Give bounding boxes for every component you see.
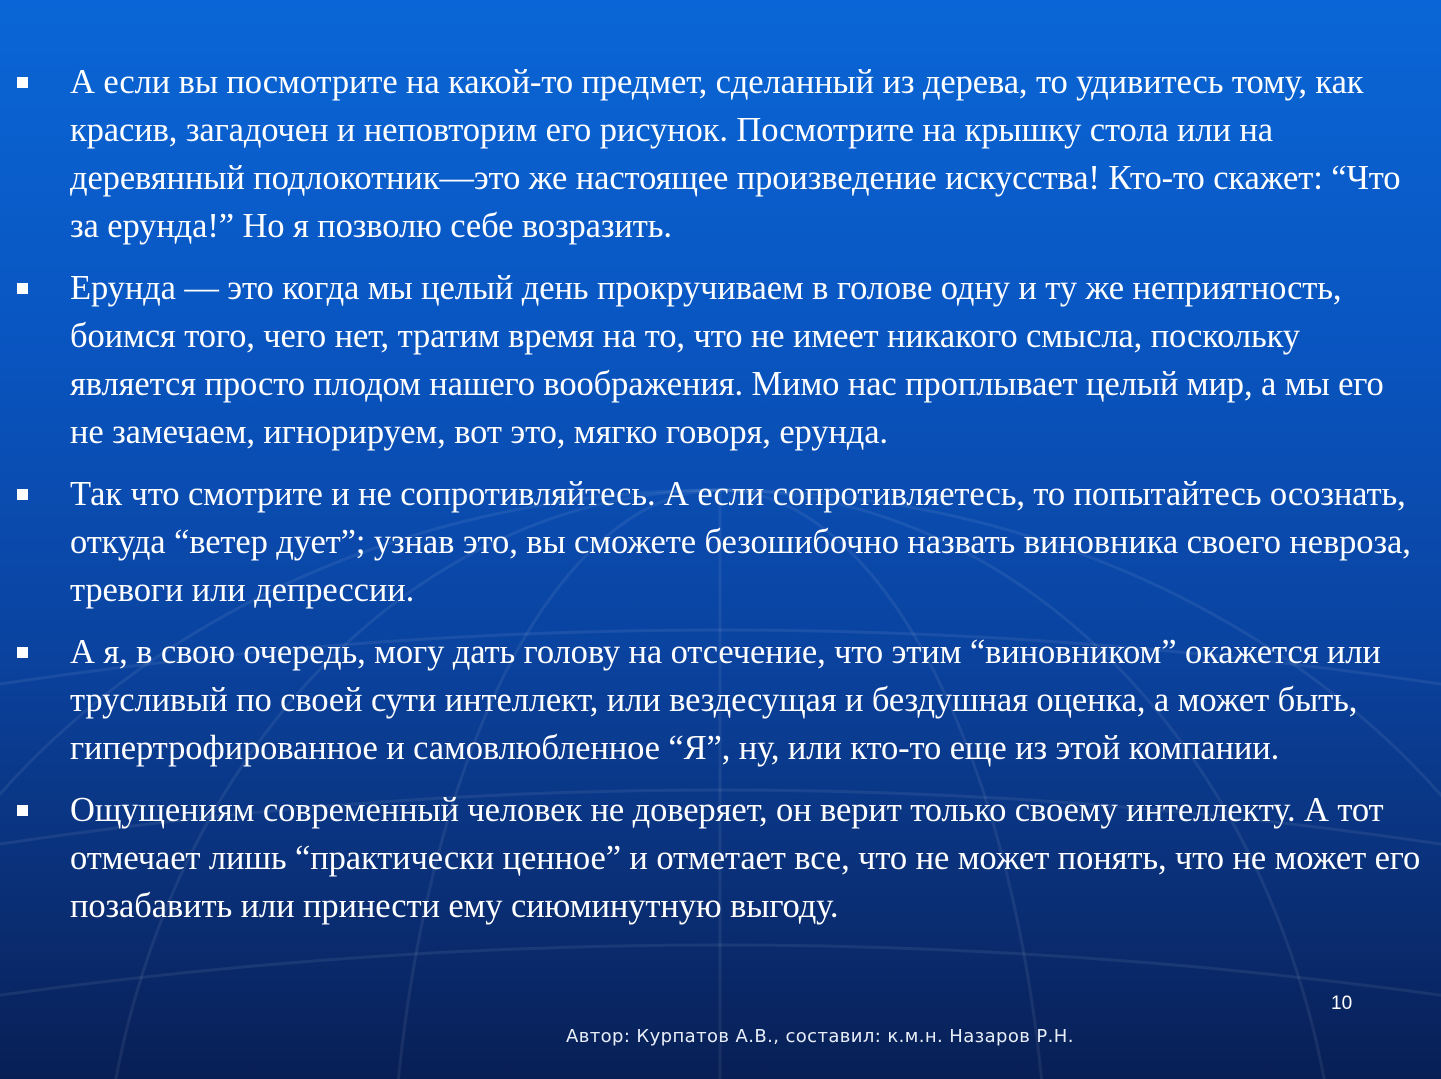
bullet-item: [0, 786, 1441, 930]
bullet-list: [0, 58, 1441, 944]
footer-author: Автор: Курпатов А.В., составил: к.м.н. Назаров Р.Н.: [566, 1026, 1074, 1047]
page-number: 10: [1331, 993, 1353, 1014]
bullet-item: [0, 470, 1441, 614]
bullet-item: [0, 628, 1441, 772]
square-bullet-icon: [17, 805, 28, 816]
square-bullet-icon: [17, 489, 28, 500]
bullet-text: А я, в свою очередь, могу дать голову на отсечение, что этим “виновником” окажется или трусливый по своей сути интеллект, или вездесущая и бездушная оценка, а может быть, гипертрофированное и самовлюбленное “Я”, ну, или кто-то еще из этой компании.: [70, 633, 1381, 767]
bullet-text: А если вы посмотрите на какой-то предмет, сделанный из дерева, то удивитесь тому, как красив, загадочен и неповторим его рисунок. Посмотрите на крышку стола или на деревянный подлокотник—это же настоящее произведение искусства! Кто-то скажет: “Что за ерунда!” Но я позволю себе возразить.: [70, 63, 1401, 245]
bullet-text: Так что смотрите и не сопротивляйтесь. А если сопротивляетесь, то попытайтесь осознать, откуда “ветер дует”; узнав это, вы сможете безошибочно назвать виновника своего невроза, тревоги или депрессии.: [70, 475, 1411, 609]
square-bullet-icon: [17, 77, 28, 88]
bullet-item: [0, 264, 1441, 456]
bullet-item: [0, 58, 1441, 250]
bullet-text: Ощущениям современный человек не доверяет, он верит только своему интеллекту. А тот отмечает лишь “практически ценное” и отметает все, что не может понять, что не может его позабавить или принести ему сиюминутную выгоду.: [70, 791, 1421, 925]
bullet-text: Ерунда — это когда мы целый день прокручиваем в голове одну и ту же неприятность, боимся того, чего нет, тратим время на то, что не имеет никакого смысла, поскольку является просто плодом нашего воображения. Мимо нас проплывает целый мир, а мы его не замечаем, игнорируем, вот это, мягко говоря, ерунда.: [70, 269, 1384, 451]
square-bullet-icon: [17, 283, 28, 294]
square-bullet-icon: [17, 647, 28, 658]
